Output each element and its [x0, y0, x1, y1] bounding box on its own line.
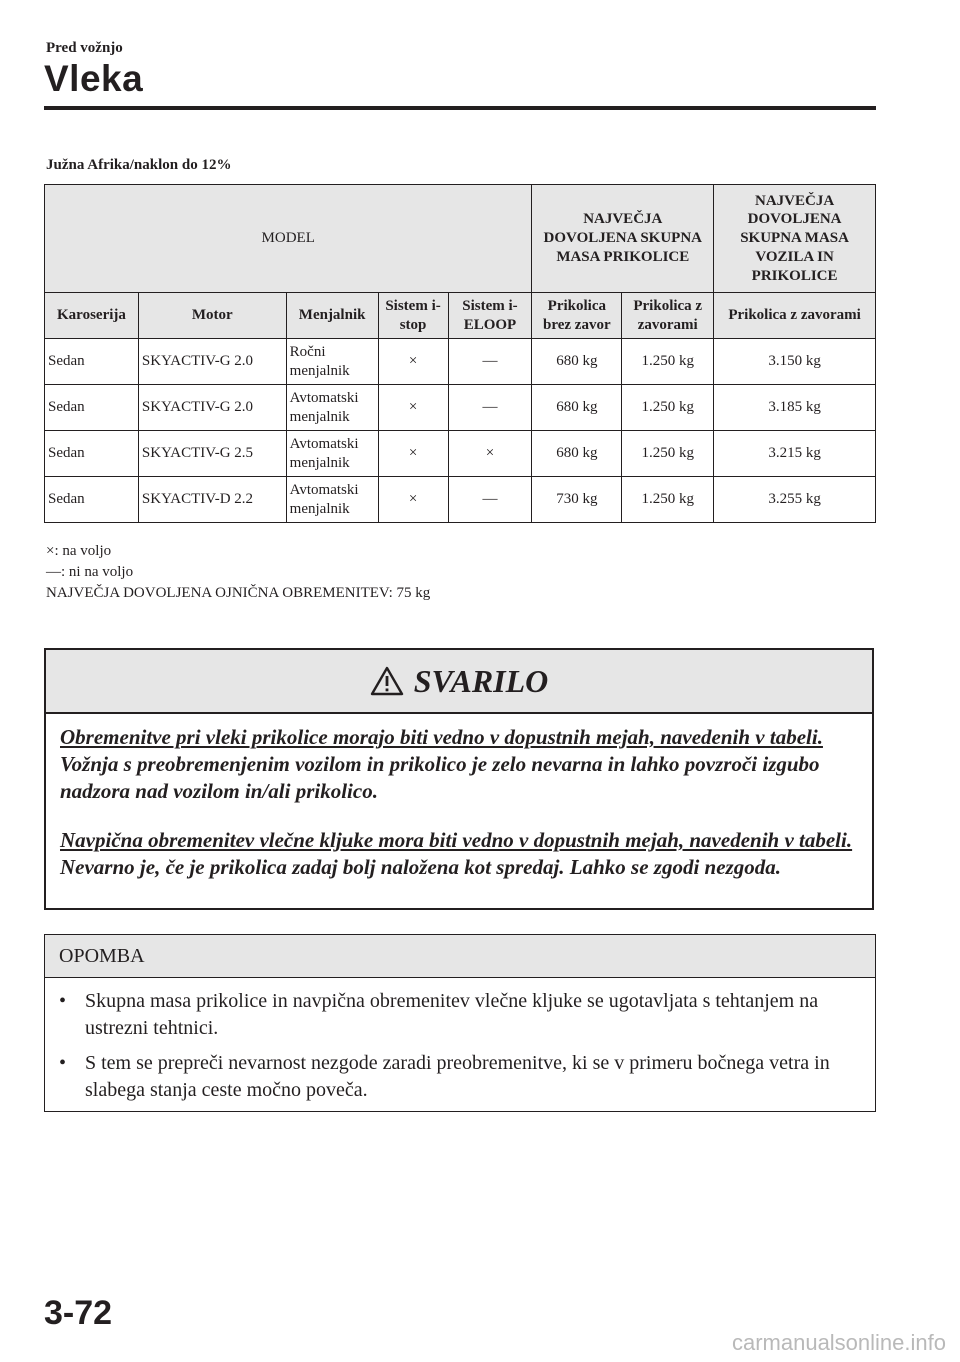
- engine-cell: SKYACTIV-G 2.5: [138, 431, 286, 477]
- table-caption: Južna Afrika/naklon do 12%: [46, 157, 232, 173]
- watermark: carmanualsonline.info: [731, 1330, 946, 1355]
- combined-cell: 3.255 kg: [714, 477, 876, 523]
- note-box: [44, 934, 876, 1112]
- body-cell: Sedan: [45, 477, 139, 523]
- warning-tongue-load-text: Navpična obremenitev vlečne kljuke mora biti vedno v dopustnih mejah, navedenih v tabeli.: [60, 828, 853, 852]
- table-legend: [46, 541, 430, 604]
- engine-cell: SKYACTIV-G 2.0: [138, 385, 286, 431]
- ieloop-cell: —: [448, 385, 532, 431]
- warning-rear-load-text: Nevarno je, če je prikolica zadaj bolj naložena kot spredaj. Lahko se zgodi nezgoda.: [60, 855, 781, 879]
- table-row: [45, 339, 876, 385]
- warning-title: SVARILO: [413, 662, 549, 699]
- unbraked-cell: 680 kg: [532, 385, 622, 431]
- transmission-cell: Ročni menjalnik: [286, 339, 378, 385]
- legend-available: ×: na voljo: [46, 543, 112, 559]
- ieloop-cell: —: [448, 477, 532, 523]
- braked-cell: 1.250 kg: [622, 431, 714, 477]
- column-header: Prikolica brez zavor: [532, 293, 622, 339]
- istop-cell: ×: [378, 385, 448, 431]
- note-title: OPOMBA: [45, 935, 875, 978]
- page-title: Vleka: [44, 58, 144, 99]
- model-group-header: MODEL: [45, 185, 532, 293]
- list-item: [59, 988, 861, 1042]
- section-label: Pred vožnjo: [46, 40, 123, 56]
- braked-cell: 1.250 kg: [622, 385, 714, 431]
- body-cell: Sedan: [45, 385, 139, 431]
- body-cell: Sedan: [45, 339, 139, 385]
- column-header: Sistem i-ELOOP: [448, 293, 532, 339]
- note-item-text: Skupna masa prikolice in navpična obremenitev vlečne kljuke se ugotavljata s tehtanjem na ustrezni tehtnici.: [85, 990, 819, 1039]
- combined-cell: 3.150 kg: [714, 339, 876, 385]
- istop-cell: ×: [378, 339, 448, 385]
- page-number: 3-72: [44, 1294, 113, 1332]
- list-item: [59, 1050, 861, 1104]
- max-trailer-mass-header: NAJVEČJA DOVOLJENA SKUPNA MASA PRIKOLICE: [532, 185, 714, 293]
- warning-header: [46, 650, 872, 714]
- table-row: [45, 431, 876, 477]
- istop-cell: ×: [378, 477, 448, 523]
- ieloop-cell: —: [448, 339, 532, 385]
- column-header: Sistem i-stop: [378, 293, 448, 339]
- unbraked-cell: 680 kg: [532, 431, 622, 477]
- column-header: Karoserija: [45, 293, 139, 339]
- max-combined-mass-header: NAJVEČJA DOVOLJENA SKUPNA MASA VOZILA IN PRIKOLICE: [714, 185, 876, 293]
- transmission-cell: Avtomatski menjalnik: [286, 477, 378, 523]
- warning-body: [46, 714, 872, 881]
- column-header: Motor: [138, 293, 286, 339]
- note-item-text: S tem se prepreči nevarnost nezgode zaradi preobremenitve, ki se v primeru bočnega vetra in slabega stanja ceste močno poveča.: [85, 1052, 830, 1101]
- warning-triangle-icon: [370, 666, 404, 696]
- combined-cell: 3.215 kg: [714, 431, 876, 477]
- transmission-cell: Avtomatski menjalnik: [286, 385, 378, 431]
- title-divider: [44, 106, 876, 110]
- column-header: Menjalnik: [286, 293, 378, 339]
- engine-cell: SKYACTIV-G 2.0: [138, 339, 286, 385]
- column-header: Prikolica z zavorami: [714, 293, 876, 339]
- warning-box: [44, 648, 874, 910]
- body-cell: Sedan: [45, 431, 139, 477]
- braked-cell: 1.250 kg: [622, 477, 714, 523]
- braked-cell: 1.250 kg: [622, 339, 714, 385]
- legend-tongue-load: NAJVEČJA DOVOLJENA OJNIČNA OBREMENITEV: 75 kg: [46, 585, 431, 601]
- table-row: [45, 385, 876, 431]
- warning-load-limits-text: Obremenitve pri vleki prikolice morajo biti vedno v dopustnih mejah, navedenih v tabeli.: [60, 725, 823, 749]
- unbraked-cell: 680 kg: [532, 339, 622, 385]
- engine-cell: SKYACTIV-D 2.2: [138, 477, 286, 523]
- warning-overload-text: Vožnja s preobremenjenim vozilom in prikolico je zelo nevarna in lahko povzroči izgubo nadzora nad vozilom in/ali prikolico.: [60, 752, 820, 803]
- legend-not-available: —: ni na voljo: [46, 564, 134, 580]
- table-row: [45, 477, 876, 523]
- ieloop-cell: ×: [448, 431, 532, 477]
- combined-cell: 3.185 kg: [714, 385, 876, 431]
- unbraked-cell: 730 kg: [532, 477, 622, 523]
- note-body: [45, 978, 875, 1104]
- istop-cell: ×: [378, 431, 448, 477]
- transmission-cell: Avtomatski menjalnik: [286, 431, 378, 477]
- towing-capacity-table: [44, 184, 876, 523]
- bullet: •: [59, 990, 67, 1012]
- column-header: Prikolica z zavorami: [622, 293, 714, 339]
- bullet: •: [59, 1052, 67, 1074]
